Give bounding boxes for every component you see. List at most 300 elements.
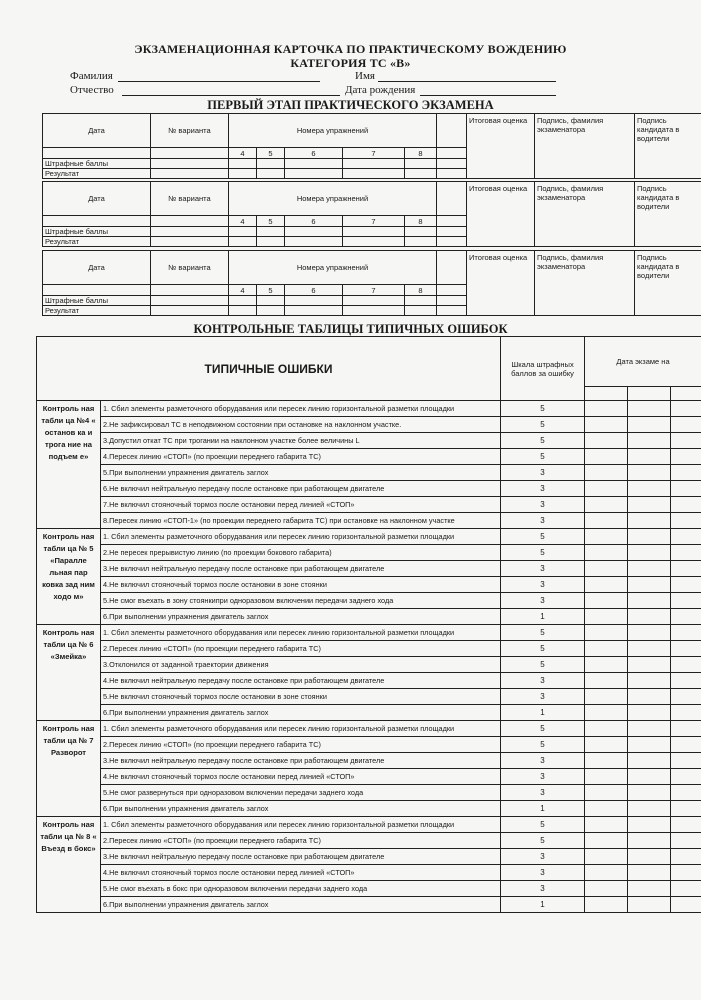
mark-cell[interactable] bbox=[671, 785, 701, 801]
result-cell[interactable] bbox=[343, 306, 405, 316]
error-description: 3.Не включил нейтральную передачу после остановке при работающем двигателе bbox=[101, 753, 501, 769]
error-description: 1. Сбил элементы разметочного оборудавания или пересек линию горизонтальной разметки площадки bbox=[101, 625, 501, 641]
variant-header: № варианта bbox=[151, 114, 229, 148]
mark-cell[interactable] bbox=[585, 817, 628, 833]
error-description: 3.Допустил откат ТС при трогании на наклонном участке более величины L bbox=[101, 433, 501, 449]
mark-cell[interactable] bbox=[585, 497, 628, 513]
result-cell[interactable] bbox=[151, 169, 229, 179]
mark-cell[interactable] bbox=[628, 753, 671, 769]
birthdate-field[interactable] bbox=[420, 95, 556, 96]
error-row bbox=[37, 897, 701, 913]
mark-cell[interactable] bbox=[628, 817, 671, 833]
error-description: 5.Не смог въехать в бокс при одноразовом включении передачи заднего хода bbox=[101, 881, 501, 897]
penalty-points: 3 bbox=[501, 465, 585, 481]
result-cell[interactable] bbox=[437, 169, 467, 179]
error-row bbox=[37, 785, 701, 801]
surname-field[interactable] bbox=[118, 81, 320, 82]
exercise-number: 5 bbox=[257, 216, 285, 227]
error-row bbox=[37, 545, 701, 561]
mark-cell[interactable] bbox=[671, 817, 701, 833]
mark-cell[interactable] bbox=[671, 561, 701, 577]
error-row bbox=[37, 849, 701, 865]
mark-cell[interactable] bbox=[585, 641, 628, 657]
error-description: 6.При выполнении упражнения двигатель заглох bbox=[101, 609, 501, 625]
error-description: 6.Не включил нейтральную передачу после остановке при работающем двигателе bbox=[101, 481, 501, 497]
mark-cell[interactable] bbox=[585, 897, 628, 913]
error-description: 5.Не смог развернуться при одноразовом включении передачи заднего хода bbox=[101, 785, 501, 801]
error-description: 3.Не включил нейтральную передачу после остановке при работающем двигателе bbox=[101, 561, 501, 577]
exercise-number: 8 bbox=[405, 148, 437, 159]
error-description: 3.Отклонился от заданной траектории движения bbox=[101, 657, 501, 673]
result-label: Результат bbox=[43, 169, 151, 179]
final-grade-header: Итоговая оценка bbox=[467, 182, 535, 247]
result-label: Результат bbox=[43, 306, 151, 316]
error-row bbox=[37, 753, 701, 769]
penalty-label: Штрафные баллы bbox=[43, 296, 151, 306]
result-cell[interactable] bbox=[257, 237, 285, 247]
mark-cell[interactable] bbox=[671, 737, 701, 753]
result-cell[interactable] bbox=[285, 237, 343, 247]
penalty-points: 5 bbox=[501, 449, 585, 465]
error-row bbox=[37, 769, 701, 785]
error-description: 5.Не включил стояночный тормоз после остановки в зоне стоянки bbox=[101, 689, 501, 705]
error-row bbox=[37, 833, 701, 849]
date-header: Дата bbox=[43, 182, 151, 216]
mark-cell[interactable] bbox=[585, 513, 628, 529]
penalty-points: 5 bbox=[501, 401, 585, 417]
error-row bbox=[37, 817, 701, 833]
mark-cell[interactable] bbox=[585, 785, 628, 801]
mark-cell[interactable] bbox=[671, 673, 701, 689]
final-grade-header: Итоговая оценка bbox=[467, 114, 535, 179]
error-row bbox=[37, 433, 701, 449]
exercise-number: 7 bbox=[343, 216, 405, 227]
penalty-label: Штрафные баллы bbox=[43, 227, 151, 237]
mark-cell[interactable] bbox=[671, 881, 701, 897]
penalty-points: 3 bbox=[501, 865, 585, 881]
mark-cell[interactable] bbox=[628, 673, 671, 689]
patronymic-label: Отчество bbox=[70, 84, 114, 96]
penalty-points: 3 bbox=[501, 481, 585, 497]
error-description: 4.Не включил нейтральную передачу после остановке при работающем двигателе bbox=[101, 673, 501, 689]
error-row bbox=[37, 497, 701, 513]
variant-header: № варианта bbox=[151, 182, 229, 216]
document-subtitle: КАТЕГОРИЯ ТС «В» bbox=[290, 56, 411, 70]
errors-table bbox=[36, 336, 701, 913]
mark-cell[interactable] bbox=[585, 481, 628, 497]
mark-cell[interactable] bbox=[585, 401, 628, 417]
penalty-cell[interactable] bbox=[405, 159, 437, 169]
typical-errors-header: ТИПИЧНЫЕ ОШИБКИ bbox=[37, 337, 501, 401]
error-description: 1. Сбил элементы разметочного оборудавания или пересек линию горизонтальной разметки площадки bbox=[101, 529, 501, 545]
mark-cell[interactable] bbox=[585, 721, 628, 737]
result-cell[interactable] bbox=[229, 306, 257, 316]
empty-cell bbox=[437, 251, 467, 285]
penalty-cell[interactable] bbox=[229, 227, 257, 237]
mark-cell[interactable] bbox=[671, 609, 701, 625]
penalty-points: 5 bbox=[501, 721, 585, 737]
mark-cell[interactable] bbox=[671, 401, 701, 417]
empty-cell bbox=[437, 216, 467, 227]
result-cell[interactable] bbox=[285, 169, 343, 179]
variant-value[interactable] bbox=[151, 285, 229, 296]
error-row bbox=[37, 705, 701, 721]
error-row bbox=[37, 529, 701, 545]
error-row bbox=[37, 641, 701, 657]
mark-cell[interactable] bbox=[671, 513, 701, 529]
error-row bbox=[37, 561, 701, 577]
error-description: 4.Не включил стояночный тормоз после остановки в зоне стоянки bbox=[101, 577, 501, 593]
mark-cell[interactable] bbox=[585, 609, 628, 625]
penalty-cell[interactable] bbox=[405, 227, 437, 237]
candidate-signature-header: Подпись кандидата в водители bbox=[635, 251, 701, 316]
mark-cell[interactable] bbox=[585, 673, 628, 689]
mark-cell[interactable] bbox=[585, 465, 628, 481]
empty-cell bbox=[437, 114, 467, 148]
penalty-points: 5 bbox=[501, 737, 585, 753]
mark-cell[interactable] bbox=[628, 785, 671, 801]
mark-cell[interactable] bbox=[671, 417, 701, 433]
mark-cell[interactable] bbox=[671, 641, 701, 657]
mark-cell[interactable] bbox=[671, 433, 701, 449]
birthdate-label: Дата рождения bbox=[345, 84, 416, 96]
penalty-label: Штрафные баллы bbox=[43, 159, 151, 169]
penalty-cell[interactable] bbox=[229, 296, 257, 306]
result-cell[interactable] bbox=[257, 306, 285, 316]
mark-cell[interactable] bbox=[628, 641, 671, 657]
mark-cell[interactable] bbox=[671, 849, 701, 865]
penalty-points: 3 bbox=[501, 849, 585, 865]
error-description: 4.Не включил стояночный тормоз после остановки перед линией «СТОП» bbox=[101, 769, 501, 785]
error-row bbox=[37, 737, 701, 753]
error-description: 2.Пересек линию «СТОП» (по проекции переднего габарита ТС) bbox=[101, 641, 501, 657]
exercise-number: 6 bbox=[285, 148, 343, 159]
penalty-scale-header: Шкала штрафных баллов за ошибку bbox=[501, 337, 585, 401]
stage-table-3 bbox=[42, 250, 701, 316]
name-field[interactable] bbox=[378, 81, 556, 82]
variant-value[interactable] bbox=[151, 216, 229, 227]
error-row bbox=[37, 881, 701, 897]
error-row bbox=[37, 481, 701, 497]
penalty-points: 5 bbox=[501, 417, 585, 433]
control-table-label: Контроль ная табли ца № 7 Разворот bbox=[37, 721, 101, 817]
control-table-label: Контроль ная табли ца №4 « останов ка и трога ние на подъем е» bbox=[37, 401, 101, 529]
mark-cell[interactable] bbox=[628, 737, 671, 753]
result-cell[interactable] bbox=[229, 237, 257, 247]
penalty-points: 5 bbox=[501, 817, 585, 833]
error-description: 4.Не включил стояночный тормоз после остановки перед линией «СТОП» bbox=[101, 865, 501, 881]
penalty-points: 5 bbox=[501, 625, 585, 641]
mark-cell[interactable] bbox=[628, 465, 671, 481]
exercise-number: 7 bbox=[343, 285, 405, 296]
error-row bbox=[37, 401, 701, 417]
mark-cell[interactable] bbox=[585, 545, 628, 561]
error-row bbox=[37, 721, 701, 737]
exercises-header: Номера упражнений bbox=[229, 114, 437, 148]
error-row bbox=[37, 465, 701, 481]
date-cell[interactable] bbox=[585, 387, 628, 401]
empty-cell bbox=[437, 148, 467, 159]
mark-cell[interactable] bbox=[671, 577, 701, 593]
patronymic-field[interactable] bbox=[122, 95, 340, 96]
mark-cell[interactable] bbox=[585, 737, 628, 753]
penalty-cell[interactable] bbox=[257, 159, 285, 169]
date-cell[interactable] bbox=[628, 387, 671, 401]
date-cell[interactable] bbox=[671, 387, 701, 401]
mark-cell[interactable] bbox=[585, 561, 628, 577]
mark-cell[interactable] bbox=[628, 577, 671, 593]
control-table-label: Контроль ная табли ца № 5 «Паралле льная пар ковка зад ним ходо м» bbox=[37, 529, 101, 625]
penalty-points: 1 bbox=[501, 897, 585, 913]
error-description: 5.Не смог въехать в зону стоянкипри одноразовом включении передачи заднего хода bbox=[101, 593, 501, 609]
date-value[interactable] bbox=[43, 148, 151, 159]
exercise-number: 4 bbox=[229, 148, 257, 159]
penalty-points: 5 bbox=[501, 529, 585, 545]
exam-date-header: Дата экзаме на bbox=[585, 337, 701, 387]
error-description: 2.Не зафиксировал ТС в неподвижном состоянии при остановке на наклонном участке. bbox=[101, 417, 501, 433]
date-value[interactable] bbox=[43, 285, 151, 296]
penalty-points: 3 bbox=[501, 689, 585, 705]
penalty-cell[interactable] bbox=[257, 296, 285, 306]
mark-cell[interactable] bbox=[585, 833, 628, 849]
mark-cell[interactable] bbox=[628, 497, 671, 513]
mark-cell[interactable] bbox=[628, 801, 671, 817]
mark-cell[interactable] bbox=[671, 721, 701, 737]
mark-cell[interactable] bbox=[628, 865, 671, 881]
mark-cell[interactable] bbox=[671, 833, 701, 849]
mark-cell[interactable] bbox=[671, 497, 701, 513]
mark-cell[interactable] bbox=[585, 881, 628, 897]
error-row bbox=[37, 593, 701, 609]
penalty-points: 3 bbox=[501, 593, 585, 609]
mark-cell[interactable] bbox=[628, 721, 671, 737]
penalty-cell[interactable] bbox=[151, 296, 229, 306]
mark-cell[interactable] bbox=[671, 449, 701, 465]
mark-cell[interactable] bbox=[628, 769, 671, 785]
result-cell[interactable] bbox=[151, 237, 229, 247]
final-grade-header: Итоговая оценка bbox=[467, 251, 535, 316]
candidate-signature-header: Подпись кандидата в водители bbox=[635, 182, 701, 247]
penalty-points: 5 bbox=[501, 433, 585, 449]
penalty-points: 3 bbox=[501, 785, 585, 801]
penalty-points: 1 bbox=[501, 705, 585, 721]
mark-cell[interactable] bbox=[671, 769, 701, 785]
penalty-points: 5 bbox=[501, 545, 585, 561]
result-cell[interactable] bbox=[285, 306, 343, 316]
error-row bbox=[37, 449, 701, 465]
mark-cell[interactable] bbox=[628, 545, 671, 561]
exercise-number: 5 bbox=[257, 148, 285, 159]
result-cell[interactable] bbox=[229, 169, 257, 179]
penalty-points: 3 bbox=[501, 561, 585, 577]
exercises-header: Номера упражнений bbox=[229, 182, 437, 216]
penalty-cell[interactable] bbox=[285, 227, 343, 237]
mark-cell[interactable] bbox=[628, 401, 671, 417]
examiner-signature-header: Подпись, фамилия экзаменатора bbox=[535, 182, 635, 247]
mark-cell[interactable] bbox=[671, 529, 701, 545]
mark-cell[interactable] bbox=[585, 433, 628, 449]
mark-cell[interactable] bbox=[628, 433, 671, 449]
error-row bbox=[37, 609, 701, 625]
error-row bbox=[37, 625, 701, 641]
penalty-points: 1 bbox=[501, 609, 585, 625]
penalty-cell[interactable] bbox=[437, 296, 467, 306]
mark-cell[interactable] bbox=[628, 625, 671, 641]
penalty-cell[interactable] bbox=[437, 227, 467, 237]
examiner-signature-header: Подпись, фамилия экзаменатора bbox=[535, 114, 635, 179]
mark-cell[interactable] bbox=[628, 881, 671, 897]
penalty-cell[interactable] bbox=[151, 159, 229, 169]
mark-cell[interactable] bbox=[628, 449, 671, 465]
date-header: Дата bbox=[43, 251, 151, 285]
mark-cell[interactable] bbox=[585, 689, 628, 705]
penalty-cell[interactable] bbox=[343, 227, 405, 237]
surname-label: Фамилия bbox=[70, 70, 113, 82]
mark-cell[interactable] bbox=[671, 865, 701, 881]
penalty-points: 5 bbox=[501, 833, 585, 849]
error-row bbox=[37, 513, 701, 529]
mark-cell[interactable] bbox=[585, 529, 628, 545]
exercises-header: Номера упражнений bbox=[229, 251, 437, 285]
error-description: 2.Пересек линию «СТОП» (по проекции переднего габарита ТС) bbox=[101, 833, 501, 849]
penalty-cell[interactable] bbox=[257, 227, 285, 237]
mark-cell[interactable] bbox=[628, 561, 671, 577]
mark-cell[interactable] bbox=[628, 417, 671, 433]
mark-cell[interactable] bbox=[585, 417, 628, 433]
mark-cell[interactable] bbox=[585, 801, 628, 817]
error-row bbox=[37, 689, 701, 705]
section-title-stage: ПЕРВЫЙ ЭТАП ПРАКТИЧЕСКОГО ЭКЗАМЕНА bbox=[207, 98, 494, 112]
penalty-points: 3 bbox=[501, 497, 585, 513]
mark-cell[interactable] bbox=[628, 593, 671, 609]
error-description: 7.Не включил стояночный тормоз после остановки перед линией «СТОП» bbox=[101, 497, 501, 513]
mark-cell[interactable] bbox=[628, 609, 671, 625]
exercise-number: 7 bbox=[343, 148, 405, 159]
mark-cell[interactable] bbox=[628, 513, 671, 529]
date-header: Дата bbox=[43, 114, 151, 148]
result-cell[interactable] bbox=[343, 169, 405, 179]
mark-cell[interactable] bbox=[671, 481, 701, 497]
document-title: ЭКЗАМЕНАЦИОННАЯ КАРТОЧКА ПО ПРАКТИЧЕСКОМУ ВОЖДЕНИЮ bbox=[134, 42, 567, 56]
mark-cell[interactable] bbox=[628, 529, 671, 545]
error-description: 2.Не пересек прерывистую линию (по проекции бокового габарита) bbox=[101, 545, 501, 561]
variant-value[interactable] bbox=[151, 148, 229, 159]
mark-cell[interactable] bbox=[585, 753, 628, 769]
result-cell[interactable] bbox=[405, 237, 437, 247]
mark-cell[interactable] bbox=[585, 625, 628, 641]
mark-cell[interactable] bbox=[585, 593, 628, 609]
result-cell[interactable] bbox=[405, 169, 437, 179]
exercise-number: 8 bbox=[405, 285, 437, 296]
error-description: 4.Пересек линию «СТОП» (по проекции переднего габарита ТС) bbox=[101, 449, 501, 465]
error-row bbox=[37, 417, 701, 433]
candidate-signature-header: Подпись кандидата в водители bbox=[635, 114, 701, 179]
mark-cell[interactable] bbox=[671, 593, 701, 609]
mark-cell[interactable] bbox=[671, 625, 701, 641]
exercise-number: 6 bbox=[285, 285, 343, 296]
name-label: Имя bbox=[355, 70, 375, 82]
mark-cell[interactable] bbox=[671, 689, 701, 705]
mark-cell[interactable] bbox=[671, 705, 701, 721]
mark-cell[interactable] bbox=[671, 897, 701, 913]
result-cell[interactable] bbox=[151, 306, 229, 316]
mark-cell[interactable] bbox=[628, 897, 671, 913]
penalty-cell[interactable] bbox=[285, 159, 343, 169]
error-description: 5.При выполнении упражнения двигатель заглох bbox=[101, 465, 501, 481]
stage-table-1 bbox=[42, 113, 701, 179]
penalty-cell[interactable] bbox=[229, 159, 257, 169]
penalty-points: 5 bbox=[501, 657, 585, 673]
error-description: 3.Не включил нейтральную передачу после остановке при работающем двигателе bbox=[101, 849, 501, 865]
date-value[interactable] bbox=[43, 216, 151, 227]
error-description: 6.При выполнении упражнения двигатель заглох bbox=[101, 705, 501, 721]
mark-cell[interactable] bbox=[628, 849, 671, 865]
variant-header: № варианта bbox=[151, 251, 229, 285]
mark-cell[interactable] bbox=[671, 657, 701, 673]
mark-cell[interactable] bbox=[628, 657, 671, 673]
exercise-number: 4 bbox=[229, 216, 257, 227]
mark-cell[interactable] bbox=[585, 657, 628, 673]
penalty-points: 3 bbox=[501, 673, 585, 689]
penalty-cell[interactable] bbox=[437, 159, 467, 169]
mark-cell[interactable] bbox=[628, 689, 671, 705]
empty-cell bbox=[437, 182, 467, 216]
mark-cell[interactable] bbox=[671, 753, 701, 769]
mark-cell[interactable] bbox=[671, 545, 701, 561]
error-description: 2.Пересек линию «СТОП» (по проекции переднего габарита ТС) bbox=[101, 737, 501, 753]
error-row bbox=[37, 657, 701, 673]
penalty-points: 3 bbox=[501, 881, 585, 897]
penalty-cell[interactable] bbox=[405, 296, 437, 306]
error-description: 6.При выполнении упражнения двигатель заглох bbox=[101, 801, 501, 817]
error-row bbox=[37, 801, 701, 817]
penalty-points: 5 bbox=[501, 641, 585, 657]
exercise-number: 6 bbox=[285, 216, 343, 227]
result-cell[interactable] bbox=[437, 237, 467, 247]
penalty-cell[interactable] bbox=[151, 227, 229, 237]
error-description: 1. Сбил элементы разметочного оборудавания или пересек линию горизонтальной разметки площадки bbox=[101, 721, 501, 737]
exercise-number: 8 bbox=[405, 216, 437, 227]
mark-cell[interactable] bbox=[585, 849, 628, 865]
error-description: 8.Пересек линию «СТОП-1» (по проекции переднего габарита ТС) при остановке на наклонном участке bbox=[101, 513, 501, 529]
empty-cell bbox=[437, 285, 467, 296]
mark-cell[interactable] bbox=[671, 465, 701, 481]
mark-cell[interactable] bbox=[671, 801, 701, 817]
penalty-cell[interactable] bbox=[343, 296, 405, 306]
mark-cell[interactable] bbox=[628, 481, 671, 497]
control-table-label: Контроль ная табли ца № 6 «Змейка» bbox=[37, 625, 101, 721]
penalty-points: 1 bbox=[501, 801, 585, 817]
result-cell[interactable] bbox=[405, 306, 437, 316]
exercise-number: 4 bbox=[229, 285, 257, 296]
mark-cell[interactable] bbox=[585, 769, 628, 785]
penalty-points: 3 bbox=[501, 753, 585, 769]
section-title-errors: КОНТРОЛЬНЫЕ ТАБЛИЦЫ ТИПИЧНЫХ ОШИБОК bbox=[193, 322, 508, 336]
mark-cell[interactable] bbox=[585, 577, 628, 593]
mark-cell[interactable] bbox=[628, 833, 671, 849]
result-cell[interactable] bbox=[343, 237, 405, 247]
result-cell[interactable] bbox=[437, 306, 467, 316]
mark-cell[interactable] bbox=[585, 449, 628, 465]
penalty-cell[interactable] bbox=[343, 159, 405, 169]
mark-cell[interactable] bbox=[585, 705, 628, 721]
penalty-cell[interactable] bbox=[285, 296, 343, 306]
mark-cell[interactable] bbox=[628, 705, 671, 721]
mark-cell[interactable] bbox=[585, 865, 628, 881]
penalty-points: 3 bbox=[501, 577, 585, 593]
penalty-points: 3 bbox=[501, 513, 585, 529]
result-cell[interactable] bbox=[257, 169, 285, 179]
